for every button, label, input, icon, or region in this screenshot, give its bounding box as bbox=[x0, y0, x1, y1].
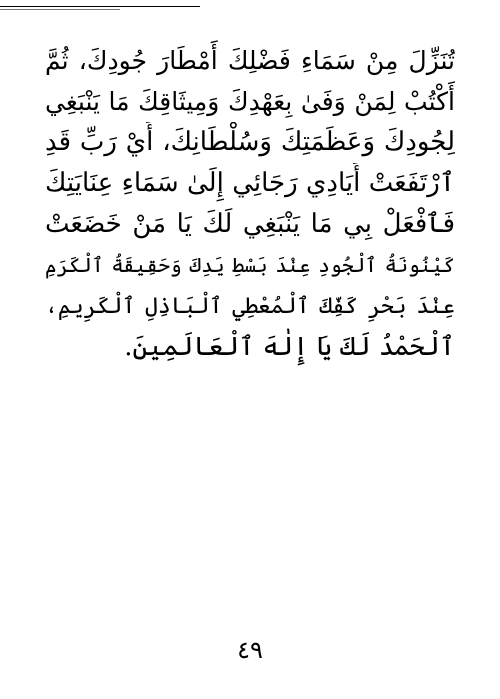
text-line: ٱرْتَفَعَتْ أَيَادِي رَجَائِي إِلَىٰ سَمَاءِ عِنَايَتِكَ bbox=[45, 168, 455, 198]
text-line: تُنَزِّلَ مِنْ سَمَاءِ فَضْلِكَ أَمْطَارَ جُودِكَ، ثُمَّ bbox=[45, 46, 455, 75]
text-line: عِنْدَ بَحْرِ كَفِّكَ ٱلْمُعْطِي ٱلْبَاذِلِ ٱلْكَرِيمِ، bbox=[45, 294, 455, 319]
text-line: أَكْتُبْ لِمَنْ وَفَىٰ بِعَهْدِكَ وَمِيثَاقِكَ مَا يَنْبَغِي bbox=[45, 87, 455, 116]
top-rule bbox=[0, 6, 200, 7]
page-number: ٤٩ bbox=[237, 636, 263, 664]
text-line: فَٱفْعَلْ بِي مَا يَنْبَغِي لَكَ يَا مَنْ خَضَعَتْ bbox=[45, 209, 455, 239]
text-line: كَيْنُونَةُ ٱلْجُودِ عِنْدَ بَسْطِ يَدِكَ وَحَقِيقَةُ ٱلْكَرَمِ bbox=[45, 253, 455, 277]
text-line: لِجُودِكَ وَعَظَمَتِكَ وَسُلْطَانِكَ، أَيْ رَبِّ قَدِ bbox=[45, 127, 455, 157]
prayer-text bbox=[45, 40, 455, 368]
top-rule-secondary bbox=[0, 9, 120, 10]
text-line: ٱلْحَمْدُ لَكَ يَا إِلٰهَ ٱلْعَالَمِينَ. bbox=[124, 332, 455, 362]
